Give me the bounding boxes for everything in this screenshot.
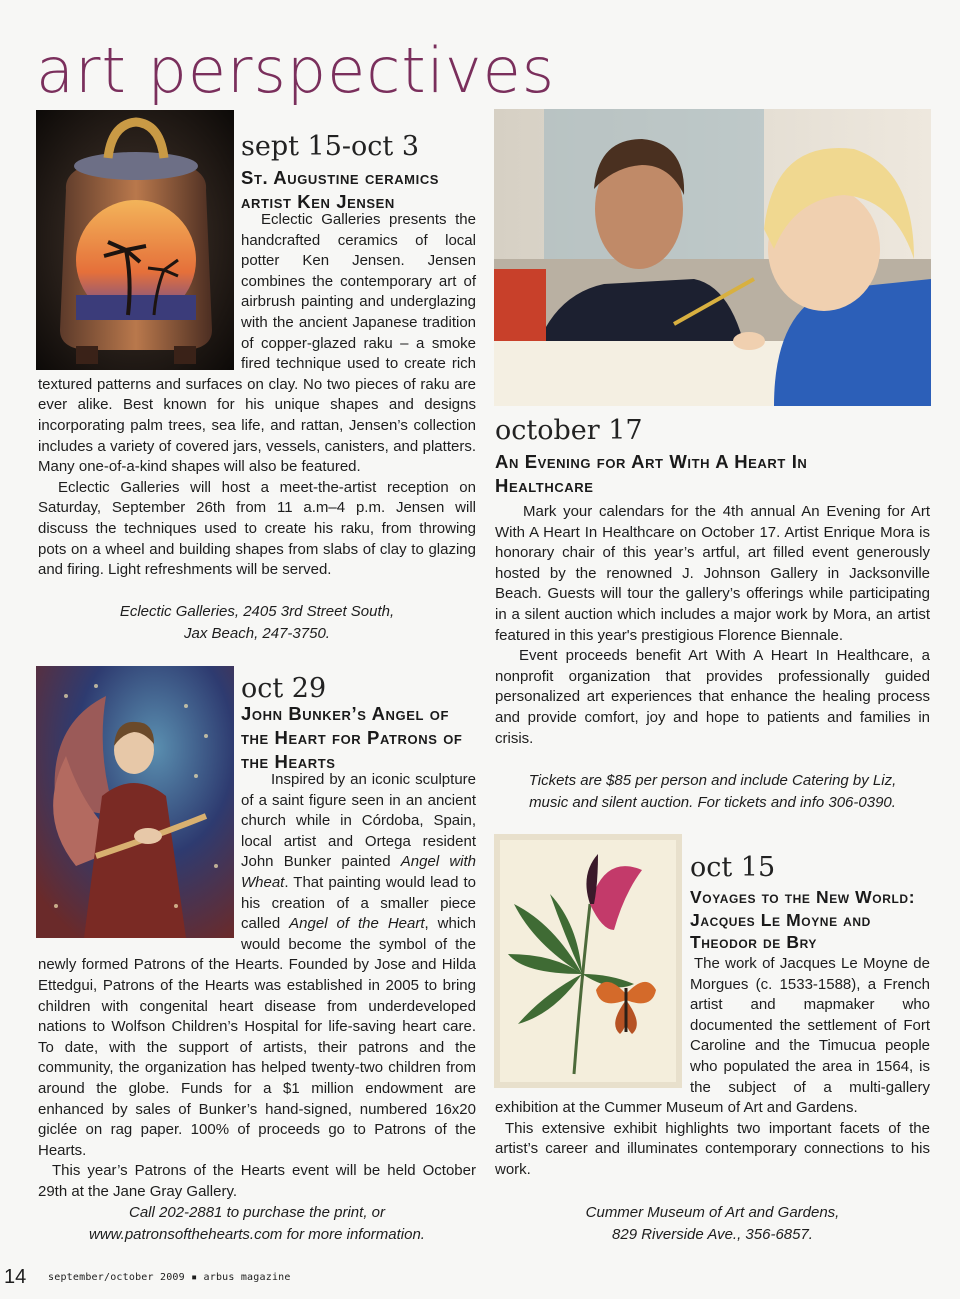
article1-headline: St. Augustine ceramics artist Ken Jensen [241,167,440,212]
page-number: 14 [4,1266,27,1288]
article3-body [495,502,930,749]
article2-date: oct 29 [241,673,327,704]
article1-date: sept 15-oct 3 [241,131,420,162]
article2-p1-italic-1: Angel with Wheat [241,853,476,891]
article2-contact [38,1202,476,1246]
article2-paragraph-2: This year’s Patrons of the Hearts event will be held October 29th at the Jane Gray Gallery. [38,1162,476,1200]
article4-body [495,954,930,1181]
page-title: art perspectives [36,34,556,107]
article4-paragraph-1: The work of Jacques Le Moyne de Morgues (c. 1533-1588), a French artist and mapmaker who documented the settlement of Fort Caroline and the Timucua people who populated the area in 1564, is the subject of a multi-gallery exhibition at the Cummer Museum of Art and Gardens. [495,955,930,1117]
article2-headline: John Bunker’s Angel of the Heart for Patrons of the Hearts [241,703,463,772]
article2-p1-a: Inspired by an iconic sculpture of a saint figure seen in an ancient church while in Córdoba, Spain, local artist and Ortega resident John Bunker painted [241,771,476,871]
article2-contact-line-2[interactable]: www.patronsofthehearts.com for more information. [89,1226,425,1243]
article4-venue-line-2: 829 Riverside Ave., 356-6857. [612,1226,813,1243]
article4-paragraph-2: This extensive exhibit highlights two important facets of the artist’s career and illuminates contemporary connections to his work. [495,1119,930,1178]
footer-issue-label: september/october 2009 ▪ arbus magazine [48,1272,291,1283]
article3-date: october 17 [495,415,643,446]
article3-tickets-line-2: music and silent auction. For tickets and info 306-0390. [529,794,896,811]
article2-p1-b: . That painting would lead to his creation of a smaller piece called [241,873,476,933]
article1-paragraph-1: Eclectic Galleries presents the handcrafted ceramics of local potter Ken Jensen. Jensen combines the contemporary art of airbrush painting and underglazing with the ancient Japanese tradition of copper-glazed raku – a smoke fired technique used to create rich textured patterns and surfaces on clay. No two pieces of raku are ever alike. Best known for his unique shapes and designs incorporating palm trees, sea life, and rattan, Jensen’s collection includes a variety of covered jars, vessels, canisters, and platters. Many one-of-a-kind shapes will also be featured. [38,211,476,476]
article2-contact-line-1: Call 202-2881 to purchase the print, or [129,1204,385,1221]
article4-date: oct 15 [690,852,776,883]
article2-body [38,770,476,1202]
article1-paragraph-2: Eclectic Galleries will host a meet-the-artist reception on Saturday, September 26th from 11 a.m–4 p.m. Jensen will discuss the techniques used to create his raku, from throwing pots on a wheel and building shapes from slabs of clay to glazing and firing. Light refreshments will be served. [38,478,476,579]
article4-venue [495,1202,930,1246]
article3-tickets [495,770,930,814]
article4-venue-line-1: Cummer Museum of Art and Gardens, [585,1204,840,1221]
article3-headline: An Evening for Art With A Heart In Healthcare [495,451,808,496]
article4-headline: Voyages to the New World: Jacques Le Moyne and Theodor de Bry [690,887,916,952]
article2-p1-c: , which would become the symbol of the newly formed Patrons of the Hearts. Founded by Jose and Hilda Ettedgui, Patrons of the Hearts was established in 2005 to bring children with congenital heart disease from underdeveloped nations to Wolfson Children’s Hospital for life-saving heart care. To date, with the support of artists, their patrons and the community, the organization has helped twenty-two children from around the globe. Funds for a $1 million endowment are enhanced by sales of Bunker’s hand-signed, numbered 16x20 giclée on rag paper. 100% of proceeds go to Patrons of the Hearts. [38,915,476,1159]
article1-body [38,210,476,581]
article2-p1-italic-2: Angel of the Heart [289,915,425,933]
article3-tickets-line-1: Tickets are $85 per person and include Catering by Liz, [528,772,897,789]
article1-venue-line-1: Eclectic Galleries, 2405 3rd Street South, [119,603,395,620]
article3-paragraph-2: Event proceeds benefit Art With A Heart In Healthcare, a nonprofit organization that provides professionally guided personalized art experiences that enhance the healing process and provide comfort, joy and hope to patients and families in crisis. [495,647,930,747]
article3-paragraph-1: Mark your calendars for the 4th annual An Evening for Art With A Heart In Healthcare on October 17. Artist Enrique Mora is honorary chair of this year’s artful, art filled event generously hosted by the renowned J. Johnson Gallery in Jacksonville Beach. Guests will tour the gallery’s offerings while participating in a silent auction which includes a major work by Mora, an artist featured in this year's prestigious Florence Biennale. [495,503,930,644]
article1-venue [38,601,476,645]
artist-child-painting-photo [494,109,931,406]
article1-venue-line-2: Jax Beach, 247-3750. [184,625,330,642]
